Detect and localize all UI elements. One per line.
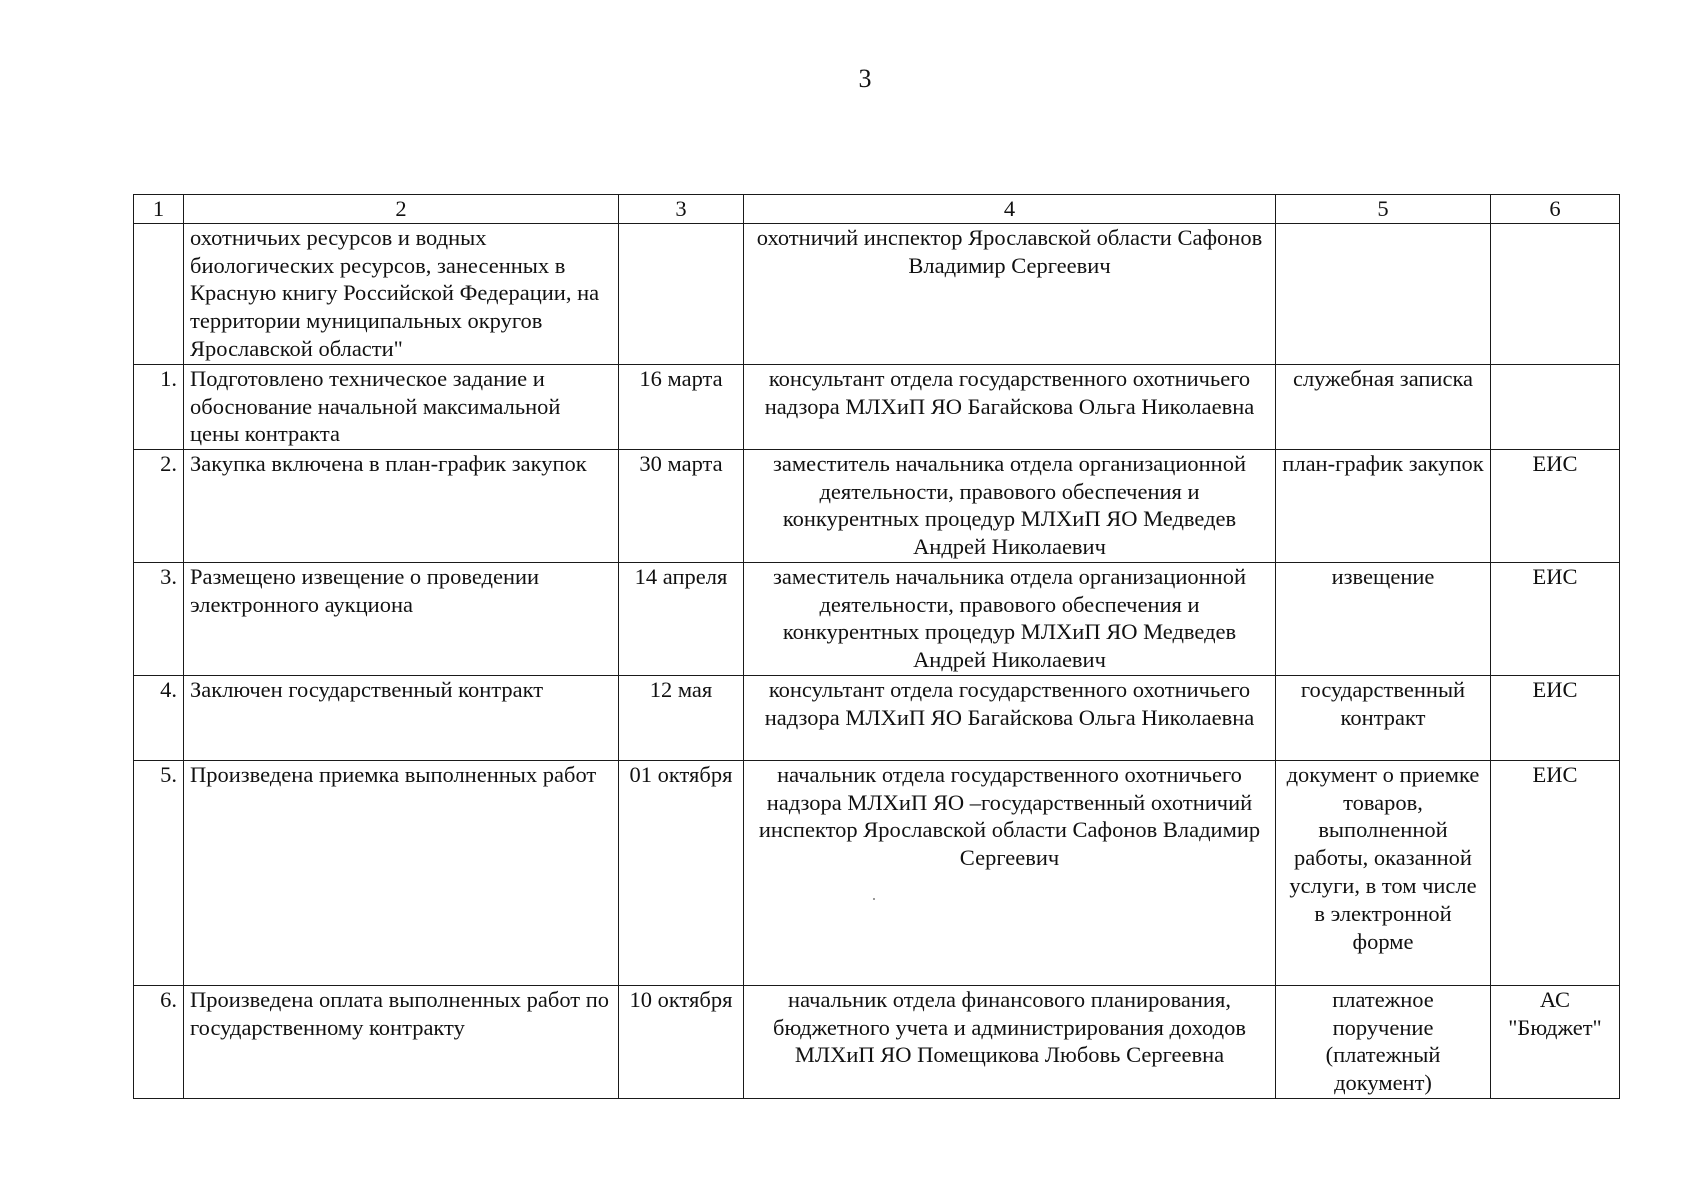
table-row	[134, 364, 1620, 449]
date-cell: 10 октября	[619, 985, 744, 1098]
system-cell: ЕИС	[1491, 449, 1620, 562]
document-cell: платежное поручение (платежный документ)	[1276, 985, 1491, 1098]
document-cell: служебная записка	[1276, 364, 1491, 449]
scan-speck	[873, 898, 875, 900]
date-cell: 16 марта	[619, 364, 744, 449]
document-cell: государственный контракт	[1276, 675, 1491, 760]
system-cell	[1491, 223, 1620, 364]
document-cell	[1276, 223, 1491, 364]
responsible-cell: охотничий инспектор Ярославской области Сафонов Владимир Сергеевич	[744, 223, 1276, 364]
plan-table	[133, 194, 1620, 1099]
table-header-row	[134, 195, 1620, 224]
row-number	[134, 223, 184, 364]
document-cell: документ о приемке товаров, выполненной работы, оказанной услуги, в том числе в электронной форме	[1276, 760, 1491, 985]
event-cell: Размещено извещение о проведении электронного аукциона	[184, 562, 619, 675]
system-cell: ЕИС	[1491, 675, 1620, 760]
system-cell	[1491, 364, 1620, 449]
header-cell-2: 2	[184, 195, 619, 224]
header-cell-1: 1	[134, 195, 184, 224]
row-number: 6.	[134, 985, 184, 1098]
system-cell: ЕИС	[1491, 562, 1620, 675]
header-cell-6: 6	[1491, 195, 1620, 224]
responsible-cell: начальник отдела государственного охотничьего надзора МЛХиП ЯО –государственный охотничий инспектор Ярославской области Сафонов Владимир Сергеевич	[744, 760, 1276, 985]
responsible-cell: консультант отдела государственного охотничьего надзора МЛХиП ЯО Багайскова Ольга Николаевна	[744, 364, 1276, 449]
date-cell	[619, 223, 744, 364]
date-cell: 12 мая	[619, 675, 744, 760]
table-row	[134, 675, 1620, 760]
event-cell: охотничьих ресурсов и водных биологических ресурсов, занесенных в Красную книгу Российской Федерации, на территории муниципальных округов Ярославской области"	[184, 223, 619, 364]
date-cell: 30 марта	[619, 449, 744, 562]
row-number: 2.	[134, 449, 184, 562]
responsible-cell: консультант отдела государственного охотничьего надзора МЛХиП ЯО Багайскова Ольга Николаевна	[744, 675, 1276, 760]
document-cell: план-график закупок	[1276, 449, 1491, 562]
event-cell: Заключен государственный контракт	[184, 675, 619, 760]
table-row	[134, 562, 1620, 675]
row-number: 3.	[134, 562, 184, 675]
responsible-cell: начальник отдела финансового планирования, бюджетного учета и администрирования доходов МЛХиП ЯО Помещикова Любовь Сергеевна	[744, 985, 1276, 1098]
header-cell-5: 5	[1276, 195, 1491, 224]
table-row	[134, 449, 1620, 562]
table-row	[134, 223, 1620, 364]
row-number: 4.	[134, 675, 184, 760]
system-cell: АС "Бюджет"	[1491, 985, 1620, 1098]
responsible-cell: заместитель начальника отдела организационной деятельности, правового обеспечения и конкурентных процедур МЛХиП ЯО Медведев Андрей Николаевич	[744, 562, 1276, 675]
document-cell: извещение	[1276, 562, 1491, 675]
row-number: 5.	[134, 760, 184, 985]
date-cell: 01 октября	[619, 760, 744, 985]
responsible-cell: заместитель начальника отдела организационной деятельности, правового обеспечения и конкурентных процедур МЛХиП ЯО Медведев Андрей Николаевич	[744, 449, 1276, 562]
header-cell-4: 4	[744, 195, 1276, 224]
event-cell: Подготовлено техническое задание и обоснование начальной максимальной цены контракта	[184, 364, 619, 449]
system-cell: ЕИС	[1491, 760, 1620, 985]
page-number: 3	[858, 64, 872, 93]
table-row	[134, 985, 1620, 1098]
header-cell-3: 3	[619, 195, 744, 224]
event-cell: Закупка включена в план-график закупок	[184, 449, 619, 562]
row-number: 1.	[134, 364, 184, 449]
event-cell: Произведена оплата выполненных работ по государственному контракту	[184, 985, 619, 1098]
date-cell: 14 апреля	[619, 562, 744, 675]
table-row	[134, 760, 1620, 985]
event-cell: Произведена приемка выполненных работ	[184, 760, 619, 985]
